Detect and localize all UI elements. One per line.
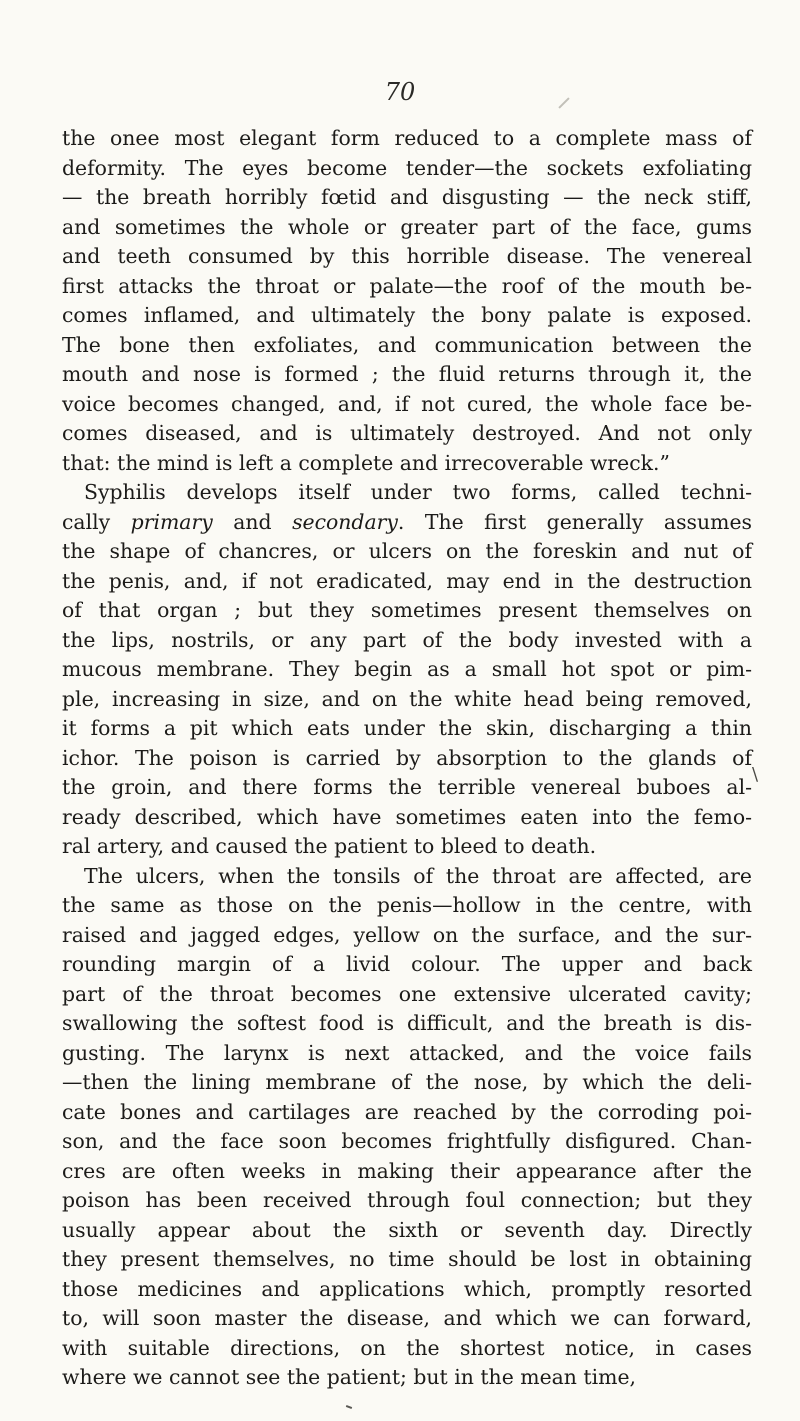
text-line: the onee most elegant form reduced to a complete mass of [62, 126, 752, 150]
text-line: that: the mind is left a complete and irrecoverable wreck.” [62, 450, 670, 475]
text-line: cres are often weeks in making their appearance after the [62, 1158, 752, 1183]
text-line: voice becomes changed, and, if not cured, the whole face be- [62, 391, 752, 416]
text-line: raised and jagged edges, yellow on the surface, and the sur- [62, 922, 752, 947]
text-line: ple, increasing in size, and on the white head being removed, [62, 686, 752, 711]
body-text [62, 124, 752, 1393]
italic-term: secondary [292, 509, 398, 534]
italic-term: primary [130, 509, 213, 534]
text-line: cally primary and secondary. The first generally assumes [62, 509, 753, 534]
text-line: rounding margin of a livid colour. The upper and back [62, 952, 752, 976]
text-line: with suitable directions, on the shortest notice, in cases [62, 1335, 752, 1360]
text-line: ichor. The poison is carried by absorption to the glands of [62, 745, 752, 770]
text-line: the penis, and, if not eradicated, may end in the destruction [62, 568, 752, 593]
text-line: son, and the face soon becomes frightfully disfigured. Chan- [62, 1129, 752, 1153]
text-line: — the breath horribly fœtid and disgusting — the neck stiff, [62, 185, 752, 209]
text-line: the shape of chancres, or ulcers on the foreskin and nut of [62, 539, 752, 563]
text-line: comes diseased, and is ultimately destroyed. And not only [62, 421, 752, 445]
text-line: deformity. The eyes become tender—the sockets exfoliating [62, 155, 752, 180]
text-line: the lips, nostrils, or any part of the body invested with a [62, 627, 752, 652]
text-line: Syphilis develops itself under two forms, called techni- [84, 480, 752, 504]
text-line: the same as those on the penis—hollow in the centre, with [62, 893, 752, 917]
text-line: cate bones and cartilages are reached by the corroding poi- [62, 1099, 752, 1124]
text-line: where we cannot see the patient; but in the mean time, [62, 1365, 637, 1389]
text-line: part of the throat becomes one extensive ulcerated cavity; [62, 981, 752, 1006]
text-line: they present themselves, no time should be lost in obtaining [62, 1247, 752, 1271]
text-line: those medicines and applications which, promptly resorted [62, 1276, 752, 1301]
text-line: ral artery, and caused the patient to bleed to death. [62, 834, 597, 858]
text-line: the groin, and there forms the terrible venereal buboes al- [62, 775, 752, 799]
text-line: comes inflamed, and ultimately the bony palate is exposed. [62, 303, 752, 327]
text-line: it forms a pit which eats under the skin, discharging a thin [62, 716, 752, 740]
text-line: mucous membrane. They begin as a small hot spot or pim- [62, 657, 752, 681]
text-line: gusting. The larynx is next attacked, and the voice fails [62, 1040, 752, 1065]
text-line: and sometimes the whole or greater part of the face, gums [62, 214, 752, 239]
page-number: 70 [384, 78, 416, 106]
stray-ink-mark [346, 1405, 352, 1409]
text-line: of that organ ; but they sometimes present themselves on [62, 598, 752, 622]
text-line: —then the lining membrane of the nose, by which the deli- [62, 1070, 752, 1094]
text-line: to, will soon master the disease, and which we can forward, [62, 1306, 752, 1330]
text-line: The ulcers, when the tonsils of the throat are affected, are [84, 863, 752, 888]
text-line: first attacks the throat or palate—the roof of the mouth be- [62, 273, 752, 298]
margin-mark: \ [752, 764, 759, 785]
text-line: The bone then exfoliates, and communication between the [62, 332, 752, 357]
text-line: swallowing the softest food is difficult, and the breath is dis- [62, 1011, 752, 1035]
text-line: poison has been received through foul connection; but they [62, 1188, 752, 1212]
text-line: usually appear about the sixth or seventh day. Directly [62, 1217, 752, 1242]
text-line: mouth and nose is formed ; the fluid returns through it, the [62, 362, 752, 386]
text-line: and teeth consumed by this horrible disease. The venereal [62, 244, 752, 268]
text-line: ready described, which have sometimes eaten into the femo- [62, 804, 752, 829]
